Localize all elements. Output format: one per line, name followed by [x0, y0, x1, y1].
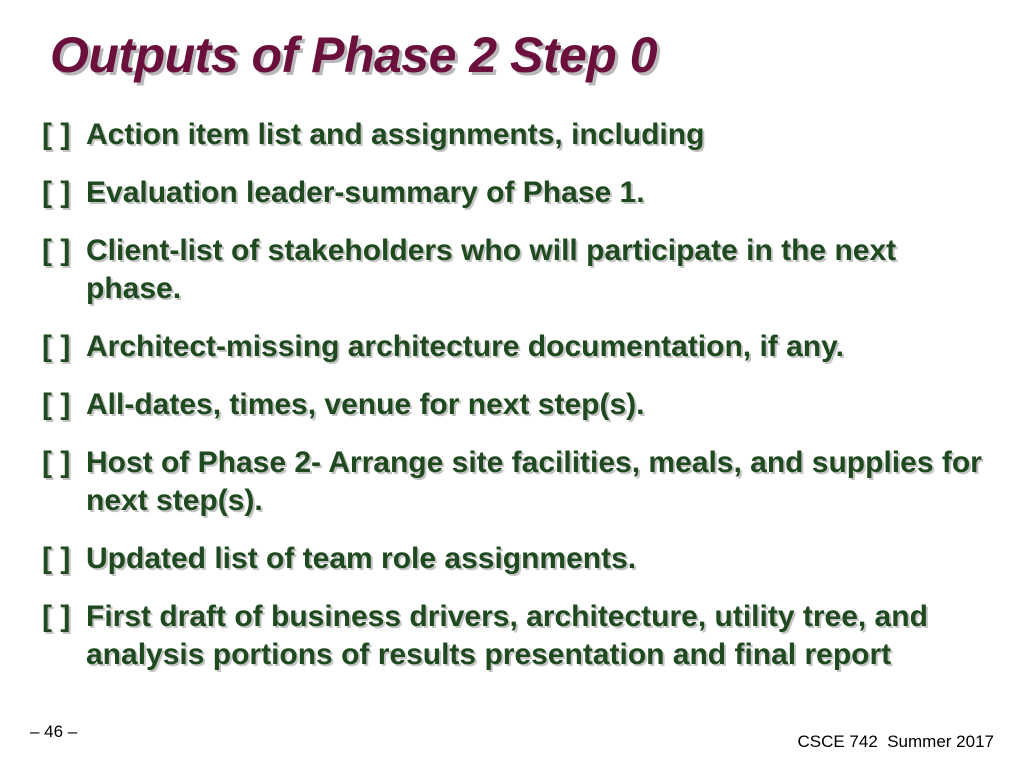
checklist-item-host [42, 444, 982, 520]
checkbox-marker: [ ] [42, 542, 71, 575]
checklist-item-evaluation-leader [42, 174, 982, 212]
checkbox-marker: [ ] [42, 388, 71, 421]
checklist-item-text: Architect-missing architecture documentation, if any. [86, 330, 844, 363]
checkbox-marker: [ ] [42, 446, 71, 479]
slide-title: Outputs of Phase 2 Step 0 [50, 27, 658, 83]
checklist-item-text: Updated list of team role assignments. [86, 542, 637, 575]
checklist-item-all-dates [42, 386, 982, 424]
checklist-item-text: Evaluation leader-summary of Phase 1. [86, 176, 645, 209]
checkbox-marker: [ ] [42, 600, 71, 633]
checklist-item-text: First draft of business drivers, architecture, utility tree, and analysis portions of results presentation and final report [86, 600, 928, 671]
checkbox-marker: [ ] [42, 176, 71, 209]
checklist-item-text: All-dates, times, venue for next step(s). [86, 388, 645, 421]
checklist-item-text: Action item list and assignments, including [86, 118, 705, 151]
checklist-item-text: Client-list of stakeholders who will participate in the next phase. [86, 234, 897, 305]
checklist-item-team-roles [42, 540, 982, 578]
checklist-item-client [42, 232, 982, 308]
checkbox-marker: [ ] [42, 330, 71, 363]
checkbox-marker: [ ] [42, 234, 71, 267]
checklist [42, 116, 982, 694]
checklist-item-text: Host of Phase 2- Arrange site facilities, meals, and supplies for next step(s). [86, 446, 982, 517]
page-number: – 46 – [30, 722, 78, 741]
checkbox-marker: [ ] [42, 118, 71, 151]
checklist-item-first-draft [42, 598, 982, 674]
course-footer: CSCE 742 Summer 2017 [797, 732, 994, 751]
checklist-item-architect [42, 328, 982, 366]
checklist-item-action-items [42, 116, 982, 154]
